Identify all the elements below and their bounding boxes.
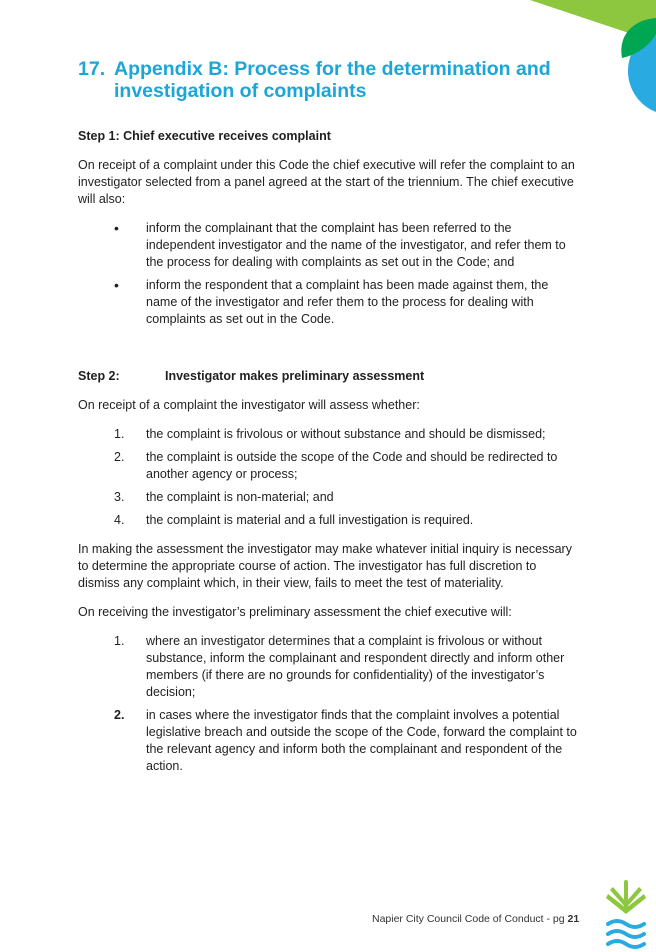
item-text: the complaint is material and a full investigation is required.: [146, 513, 474, 527]
item-number: 2.: [114, 450, 125, 464]
step1-intro: On receipt of a complaint under this Code the chief executive will refer the complaint to an investigator selected from a panel agreed at the start of the triennium. The chief executive will also:: [78, 158, 575, 206]
page-heading: [78, 58, 578, 102]
item-text: in cases where the investigator finds that the complaint involves a potential legislative breach and outside the scope of the Code, forward the complaint to the relevant agency and inform both the complainant and respondent of the action.: [146, 708, 577, 773]
blue-quarter-circle: [628, 30, 656, 112]
item-text: where an investigator determines that a complaint is frivolous or without substance, inform the complainant and respondent directly and inform other members (if there are no grounds for confidentiality) of the investigator’s decision;: [146, 634, 565, 699]
list-item: [78, 449, 580, 483]
council-logo-icon: [604, 878, 648, 950]
step1-title: Step 1: Chief executive receives complaint: [78, 129, 331, 143]
step1-bullet-list: [78, 220, 580, 328]
document-body: [78, 128, 580, 781]
step2-intro: On receipt of a complaint the investigator will assess whether:: [78, 398, 420, 412]
step2-label: Step 2:: [78, 369, 120, 383]
bullet-icon: •: [114, 220, 119, 236]
list-item: [78, 277, 580, 328]
item-number: 3.: [114, 490, 125, 504]
assessment-list: [78, 426, 580, 529]
item-text: the complaint is non-material; and: [146, 490, 334, 504]
footer-text: Napier City Council Code of Conduct - pg: [372, 913, 565, 925]
page-number: 21: [567, 913, 580, 925]
chief-executive-intro: On receiving the investigator’s preliminary assessment the chief executive will:: [78, 605, 512, 619]
page-footer: [372, 913, 579, 925]
item-text: the complaint is outside the scope of the Code and should be redirected to another agency or process;: [146, 450, 558, 481]
bullet-text: inform the complainant that the complaint has been referred to the independent investigator and the name of the investigator, and refer them to the process for dealing with complaints as set out in the Code; and: [146, 221, 566, 269]
list-item: [78, 512, 580, 529]
list-item: [78, 489, 580, 506]
item-text: the complaint is frivolous or without substance and should be dismissed;: [146, 427, 546, 441]
list-item: [78, 220, 580, 271]
assessment-paragraph: In making the assessment the investigator may make whatever initial inquiry is necessary to determine the appropriate course of action. The investigator has full discretion to dismiss any complaint which, in their view, fails to meet the test of materiality.: [78, 542, 572, 590]
list-item: [78, 426, 580, 443]
bullet-text: inform the respondent that a complaint has been made against them, the name of the investigator and refer them to the process for dealing with complaints as set out in the Code.: [146, 278, 549, 326]
step2-title: Investigator makes preliminary assessment: [165, 369, 425, 383]
heading-number: 17.: [78, 58, 106, 80]
green-diagonal-band: [530, 0, 656, 42]
step2-title-row: [78, 368, 580, 385]
item-number: 2.: [114, 708, 125, 722]
bullet-icon: •: [114, 277, 119, 293]
dark-green-leaf: [621, 18, 656, 58]
item-number: 1.: [114, 634, 125, 648]
list-item: [78, 707, 580, 775]
chief-executive-list: [78, 633, 580, 775]
heading-title: Appendix B: Process for the determination and investigation of complaints: [114, 58, 551, 102]
item-number: 1.: [114, 427, 125, 441]
list-item: [78, 633, 580, 701]
item-number: 4.: [114, 513, 125, 527]
